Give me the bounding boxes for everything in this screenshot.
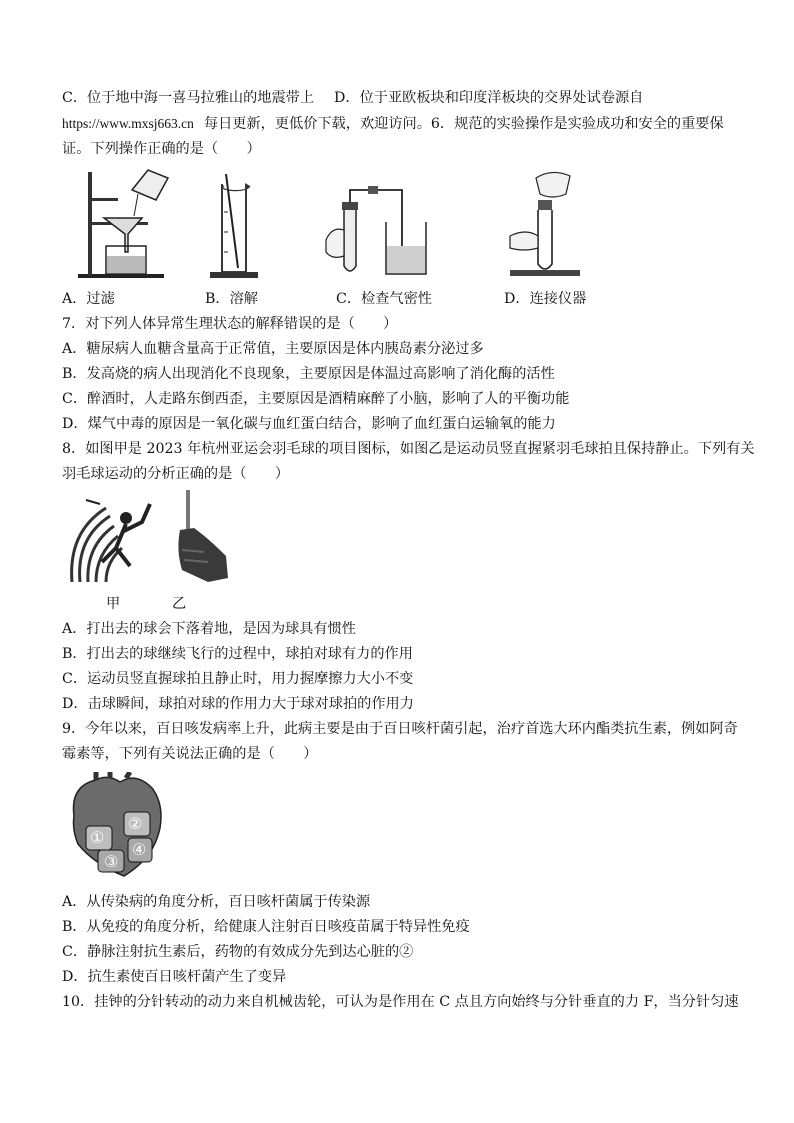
- heart-label-1: ①: [90, 828, 105, 847]
- dissolve-figure: [206, 172, 266, 282]
- q7-stem: 7．对下列人体异常生理状态的解释错误的是（ ）: [62, 316, 398, 332]
- q5-options-cd: [62, 88, 734, 108]
- airtight-check-figure: [322, 186, 434, 280]
- q10-stem: 10．挂钟的分针转动的动力来自机械齿轮，可认为是作用在 C 点且方向始终与分针垂直的力 F，当分针匀速: [62, 994, 739, 1010]
- q6-stem-part2: 证。下列操作正确的是（ ）: [62, 141, 261, 157]
- q9-option-c: C．静脉注射抗生素后，药物的有效成分先到达心脏的②: [62, 944, 414, 960]
- figure-label-yi: 乙: [172, 596, 187, 612]
- q6-option-c: C．检查气密性: [336, 291, 432, 307]
- q8-option-c: C．运动员竖直握球拍且静止时，用力握摩擦力大小不变: [62, 671, 414, 687]
- q7-option-c: C．醉酒时，人走路东倒西歪，主要原因是酒精麻醉了小脑，影响了人的平衡功能: [62, 391, 570, 407]
- q6-option-d: D．连接仪器: [504, 291, 587, 307]
- q8-stem-part1: 8．如图甲是 2023 年杭州亚运会羽毛球的项目图标，如图乙是运动员竖直握紧羽毛球拍且保持静止。下列有关: [62, 441, 755, 457]
- q9-stem-part2: 霉素等，下列有关说法正确的是（ ）: [62, 746, 318, 762]
- racket-grip-figure: [168, 490, 232, 586]
- q8-option-d: D．击球瞬间，球拍对球的作用力大于球对球拍的作用力: [62, 696, 414, 712]
- heart-label-4: ④: [132, 840, 147, 859]
- q9-stem-part1: 9．今年以来，百日咳发病率上升，此病主要是由于百日咳杆菌引起，治疗首选大环内酯类抗生素，例如阿奇: [62, 721, 738, 737]
- q5-option-c: C．位于地中海一喜马拉雅山的地震带上: [62, 90, 315, 106]
- q5-option-d: D．位于亚欧板块和印度洋板块的交界处试卷源自: [334, 90, 644, 106]
- connect-apparatus-figure: [508, 166, 582, 280]
- source-url[interactable]: https://www.mxsj663.cn: [62, 116, 194, 131]
- q8-option-a: A．打出去的球会下落着地，是因为球具有惯性: [62, 621, 356, 637]
- q7-option-b: B．发高烧的病人出现消化不良现象，主要原因是体温过高影响了消化酶的活性: [62, 366, 555, 382]
- heart-label-2: ②: [128, 814, 143, 833]
- heart-diagram: [66, 772, 166, 882]
- q7-option-a: A．糖尿病人血糖含量高于正常值，主要原因是体内胰岛素分泌过多: [62, 341, 484, 357]
- q9-option-a: A．从传染病的角度分析，百日咳杆菌属于传染源: [62, 894, 371, 910]
- q9-option-b: B．从免疫的角度分析，给健康人注射百日咳疫苗属于特异性免疫: [62, 919, 470, 935]
- badminton-icon-figure: [66, 492, 152, 586]
- source-line: [62, 114, 734, 134]
- q6-stem-part1: 每日更新，更低价下载，欢迎访问。6．规范的实验操作是实验成功和安全的重要保: [203, 116, 724, 132]
- q8-stem-part2: 羽毛球运动的分析正确的是（ ）: [62, 466, 290, 482]
- filtration-figure: [76, 168, 176, 280]
- q6-option-b: B．溶解: [205, 291, 258, 307]
- figure-label-jia: 甲: [106, 596, 121, 612]
- q7-option-d: D．煤气中毒的原因是一氧化碳与血红蛋白结合，影响了血红蛋白运输氧的能力: [62, 416, 556, 432]
- q8-option-b: B．打出去的球继续飞行的过程中，球拍对球有力的作用: [62, 646, 413, 662]
- q9-option-d: D．抗生素使百日咳杆菌产生了变异: [62, 969, 287, 985]
- q6-option-a: A．过滤: [62, 291, 115, 307]
- heart-label-3: ③: [104, 852, 119, 871]
